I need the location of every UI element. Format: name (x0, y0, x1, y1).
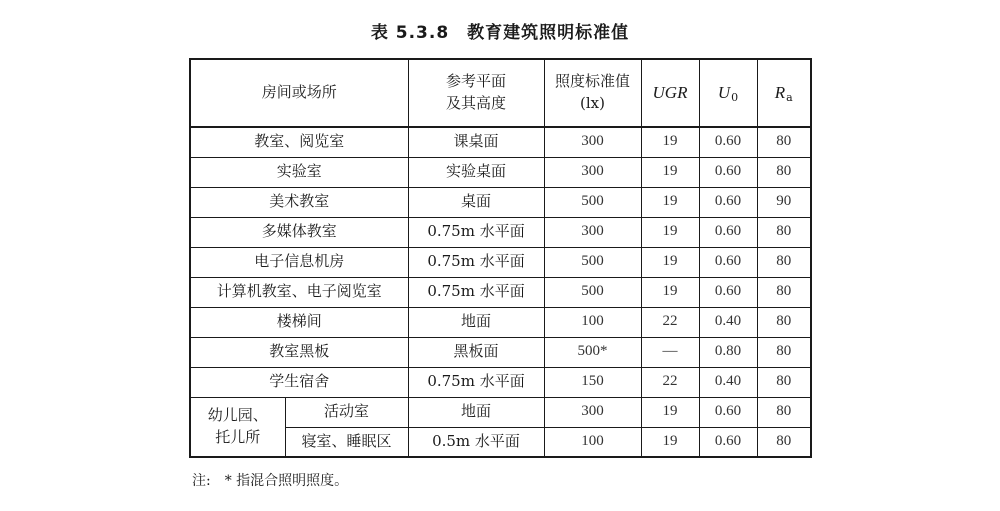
cell-ugr: 22 (641, 307, 699, 337)
cell-ra: 80 (757, 427, 811, 457)
cell-ra: 80 (757, 277, 811, 307)
cell-room: 实验室 (190, 157, 408, 187)
table-row (190, 277, 811, 307)
header-room: 房间或场所 (190, 59, 408, 127)
cell-lux: 150 (544, 367, 641, 397)
table-row (190, 187, 811, 217)
header-ugr: UGR (641, 59, 699, 127)
cell-plane: 0.75m 水平面 (408, 217, 544, 247)
cell-ugr: 19 (641, 397, 699, 427)
cell-u0: 0.60 (699, 127, 757, 157)
table-row (190, 307, 811, 337)
table-row (190, 127, 811, 157)
cell-ra: 80 (757, 157, 811, 187)
cell-group-kindergarten: 幼儿园、 托儿所 (190, 397, 285, 457)
cell-plane: 课桌面 (408, 127, 544, 157)
table-row (190, 217, 811, 247)
cell-plane: 0.75m 水平面 (408, 367, 544, 397)
cell-lux: 500 (544, 247, 641, 277)
cell-lux: 500 (544, 277, 641, 307)
cell-ra: 80 (757, 127, 811, 157)
cell-ra: 80 (757, 397, 811, 427)
cell-ra: 80 (757, 307, 811, 337)
table-header-row (190, 59, 811, 127)
cell-ugr: 19 (641, 187, 699, 217)
cell-ugr: 19 (641, 247, 699, 277)
cell-plane: 桌面 (408, 187, 544, 217)
cell-lux: 300 (544, 397, 641, 427)
table-row (190, 367, 811, 397)
cell-ra: 80 (757, 217, 811, 247)
cell-lux: 100 (544, 427, 641, 457)
header-ra: $R_a$ (757, 59, 811, 127)
table-title (0, 18, 1000, 43)
table-title-text: 教育建筑照明标准值 (467, 23, 630, 43)
cell-lux: 100 (544, 307, 641, 337)
cell-plane: 地面 (408, 307, 544, 337)
cell-room: 多媒体教室 (190, 217, 408, 247)
cell-ra: 80 (757, 337, 811, 367)
cell-ugr: 19 (641, 217, 699, 247)
header-u0: $U_0$ (699, 59, 757, 127)
cell-room: 寝室、睡眠区 (285, 427, 408, 457)
lighting-standard-table (189, 58, 812, 458)
cell-u0: 0.60 (699, 157, 757, 187)
note-text: * 指混合照明照度。 (224, 473, 349, 489)
cell-lux: 500* (544, 337, 641, 367)
cell-ugr: 19 (641, 427, 699, 457)
cell-ugr: — (641, 337, 699, 367)
note-label: 注: (192, 473, 211, 489)
cell-u0: 0.60 (699, 427, 757, 457)
cell-u0: 0.80 (699, 337, 757, 367)
cell-u0: 0.60 (699, 277, 757, 307)
cell-room: 学生宿舍 (190, 367, 408, 397)
table-note (192, 470, 348, 490)
table-row (190, 397, 811, 427)
cell-u0: 0.60 (699, 187, 757, 217)
cell-ra: 80 (757, 367, 811, 397)
cell-room: 电子信息机房 (190, 247, 408, 277)
header-plane: 参考平面 及其高度 (408, 59, 544, 127)
cell-lux: 500 (544, 187, 641, 217)
cell-plane: 实验桌面 (408, 157, 544, 187)
cell-room: 楼梯间 (190, 307, 408, 337)
table-row (190, 157, 811, 187)
cell-plane: 0.75m 水平面 (408, 247, 544, 277)
cell-lux: 300 (544, 217, 641, 247)
cell-plane: 0.5m 水平面 (408, 427, 544, 457)
cell-ugr: 19 (641, 127, 699, 157)
table-row (190, 337, 811, 367)
cell-room: 活动室 (285, 397, 408, 427)
cell-room: 计算机教室、电子阅览室 (190, 277, 408, 307)
cell-u0: 0.60 (699, 217, 757, 247)
cell-plane: 地面 (408, 397, 544, 427)
cell-lux: 300 (544, 127, 641, 157)
cell-room: 美术教室 (190, 187, 408, 217)
table-number: 表 5.3.8 (370, 23, 450, 43)
cell-ra: 80 (757, 247, 811, 277)
cell-ra: 90 (757, 187, 811, 217)
cell-ugr: 19 (641, 157, 699, 187)
cell-u0: 0.60 (699, 247, 757, 277)
cell-room: 教室黑板 (190, 337, 408, 367)
cell-u0: 0.60 (699, 397, 757, 427)
header-lux: 照度标准值 (lx) (544, 59, 641, 127)
cell-room: 教室、阅览室 (190, 127, 408, 157)
cell-u0: 0.40 (699, 367, 757, 397)
cell-plane: 0.75m 水平面 (408, 277, 544, 307)
cell-u0: 0.40 (699, 307, 757, 337)
cell-plane: 黑板面 (408, 337, 544, 367)
cell-ugr: 22 (641, 367, 699, 397)
table-row (190, 247, 811, 277)
cell-ugr: 19 (641, 277, 699, 307)
cell-lux: 300 (544, 157, 641, 187)
